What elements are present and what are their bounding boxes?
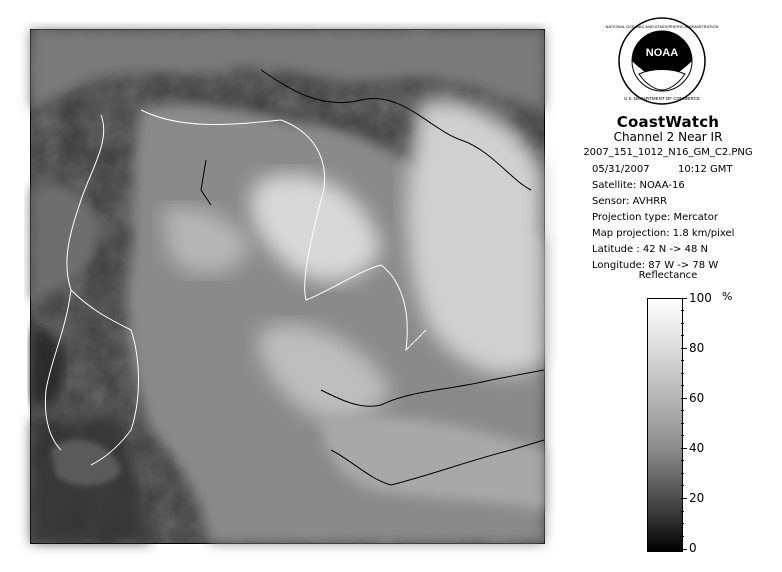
legend-title: Reflectance (638, 270, 698, 281)
scale-minor-tick (681, 385, 684, 386)
scale-tick (681, 348, 687, 349)
noaa-logo-icon (605, 16, 719, 106)
channel-subtitle: Channel 2 Near IR (613, 130, 723, 144)
scale-tick (681, 298, 687, 299)
map-image (31, 30, 544, 543)
scale-minor-tick (681, 360, 684, 361)
noaa-logo (605, 16, 719, 106)
scale-minor-tick (681, 435, 684, 436)
scale-minor-tick (681, 523, 684, 524)
scale-minor-tick (681, 335, 684, 336)
scale-minor-tick (681, 536, 684, 537)
scale-minor-tick (681, 460, 684, 461)
scale-minor-tick (681, 423, 684, 424)
scale-tick (681, 448, 687, 449)
scale-minor-tick (681, 373, 684, 374)
image-date: 05/31/2007 (592, 164, 650, 175)
scale-tick (681, 498, 687, 499)
logo-ring-bottom: U.S. DEPARTMENT OF COMMERCE (623, 96, 701, 101)
scale-minor-tick (681, 310, 684, 311)
longitude-range: Longitude: 87 W -> 78 W (592, 260, 719, 271)
panel-title: CoastWatch (616, 113, 720, 131)
satellite-info: Satellite: NOAA-16 (592, 180, 685, 191)
logo-center-text: NOAA (645, 47, 679, 59)
scale-minor-tick (681, 485, 684, 486)
legend-unit: % (722, 290, 733, 303)
scale-minor-tick (681, 511, 684, 512)
scale-minor-tick (681, 473, 684, 474)
projection-type: Projection type: Mercator (592, 212, 718, 223)
image-time: 10:12 GMT (678, 164, 733, 175)
map-projection: Map projection: 1.8 km/pixel (592, 228, 735, 239)
sensor-info: Sensor: AVHRR (592, 196, 668, 207)
latitude-range: Latitude : 42 N -> 48 N (592, 244, 708, 255)
scale-label-60: 60 (689, 391, 705, 405)
scale-tick (681, 549, 687, 550)
scale-label-80: 80 (689, 341, 705, 355)
scale-label-0: 0 (689, 541, 697, 555)
reflectance-color-scale (647, 298, 683, 552)
scale-label-40: 40 (689, 441, 705, 455)
scale-minor-tick (681, 323, 684, 324)
image-filename: 2007_151_1012_N16_GM_C2.PNG (583, 147, 753, 158)
satellite-image-map (30, 29, 545, 544)
scale-label-20: 20 (689, 491, 705, 505)
logo-ring-top: NATIONAL OCEANIC AND ATMOSPHERIC ADMINISTRATION (605, 24, 719, 29)
scale-label-100: 100 (689, 291, 712, 305)
scale-minor-tick (681, 410, 684, 411)
scale-tick (681, 398, 687, 399)
